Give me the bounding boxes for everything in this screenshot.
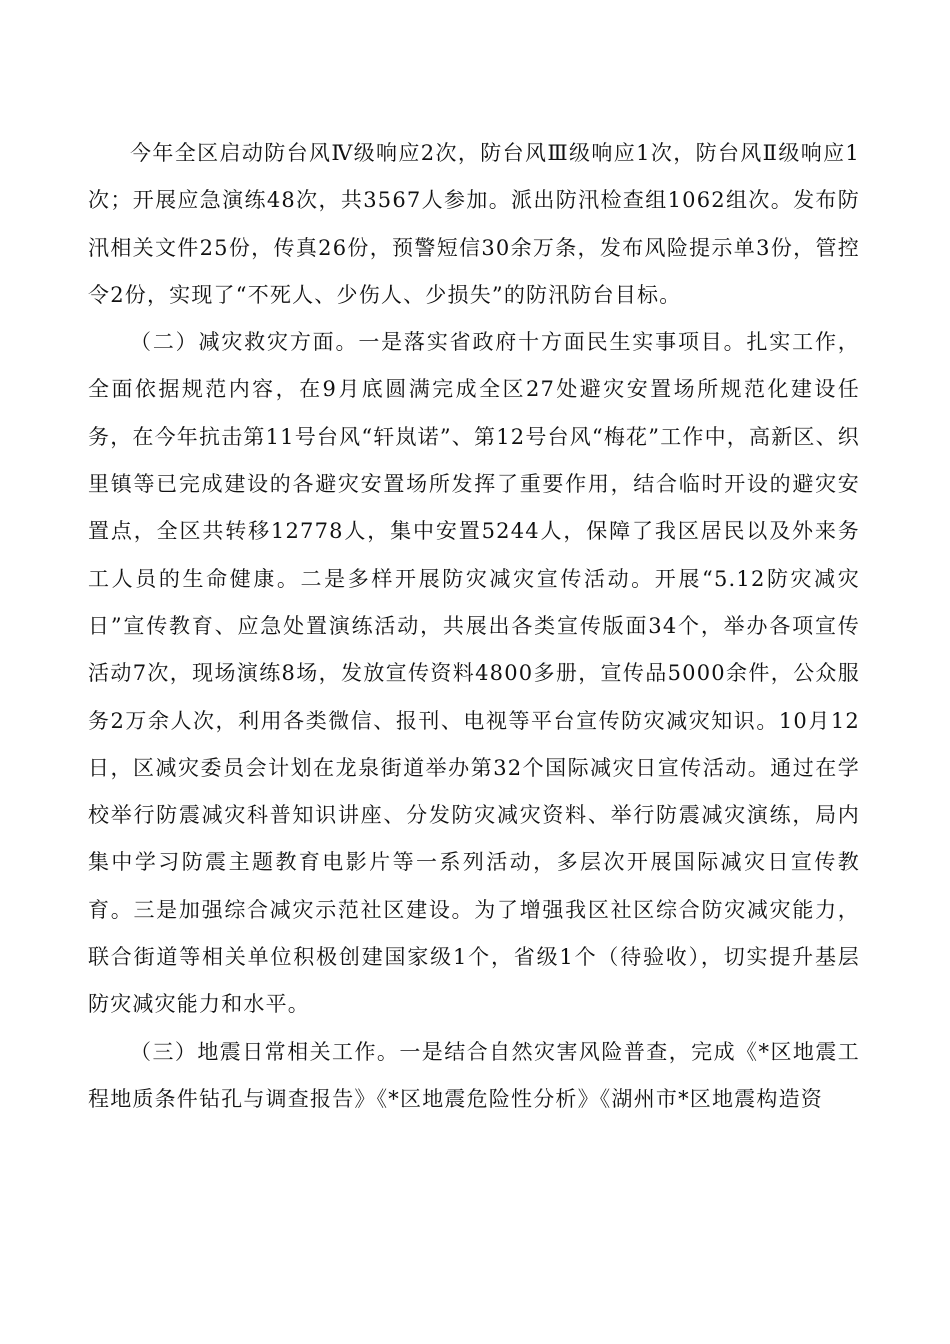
paragraph-flood-response-stats: 今年全区启动防台风Ⅳ级响应2次，防台风Ⅲ级响应1次，防台风Ⅱ级响应1次；开展应急演练48次，共3567人参加。派出防汛检查组1062组次。发布防汛相关文件25份，传真26份，预警短信30余万条，发布风险提示单3份，管控令2份，实现了“不死人、少伤人、少损失”的防汛防台目标。 — [88, 141, 860, 307]
document-body — [88, 130, 860, 1123]
paragraph-earthquake-routine-work: （三）地震日常相关工作。一是结合自然灾害风险普查，完成《*区地震工程地质条件钻孔与调查报告》《*区地震危险性分析》《湖州市*区地震构造资 — [88, 1039, 860, 1111]
paragraph-disaster-reduction-relief: （二）减灾救灾方面。一是落实省政府十方面民生实事项目。扎实工作，全面依据规范内容，在9月底圆满完成全区27处避灾安置场所规范化建设任务，在今年抗击第11号台风“轩岚诺”、第12号台风“梅花”工作中，高新区、织里镇等已完成建设的各避灾安置场所发挥了重要作用，结合临时开设的避灾安置点，全区共转移12778人，集中安置5244人，保障了我区居民以及外来务工人员的生命健康。二是多样开展防灾减灾宣传活动。开展“5.12防灾减灾日”宣传教育、应急处置演练活动，共展出各类宣传版面34个，举办各项宣传活动7次，现场演练8场，发放宣传资料4800多册，宣传品5000余件，公众服务2万余人次，利用各类微信、报刊、电视等平台宣传防灾减灾知识。10月12日，区减灾委员会计划在龙泉街道举办第32个国际减灾日宣传活动。通过在学校举行防震减灾科普知识讲座、分发防灾减灾资料、举行防震减灾演练，局内集中学习防震主题教育电影片等一系列活动，多层次开展国际减灾日宣传教育。三是加强综合减灾示范社区建设。为了增强我区社区综合防灾减灾能力，联合街道等相关单位积极创建国家级1个，省级1个（待验收），切实提升基层防灾减灾能力和水平。 — [88, 330, 860, 1017]
